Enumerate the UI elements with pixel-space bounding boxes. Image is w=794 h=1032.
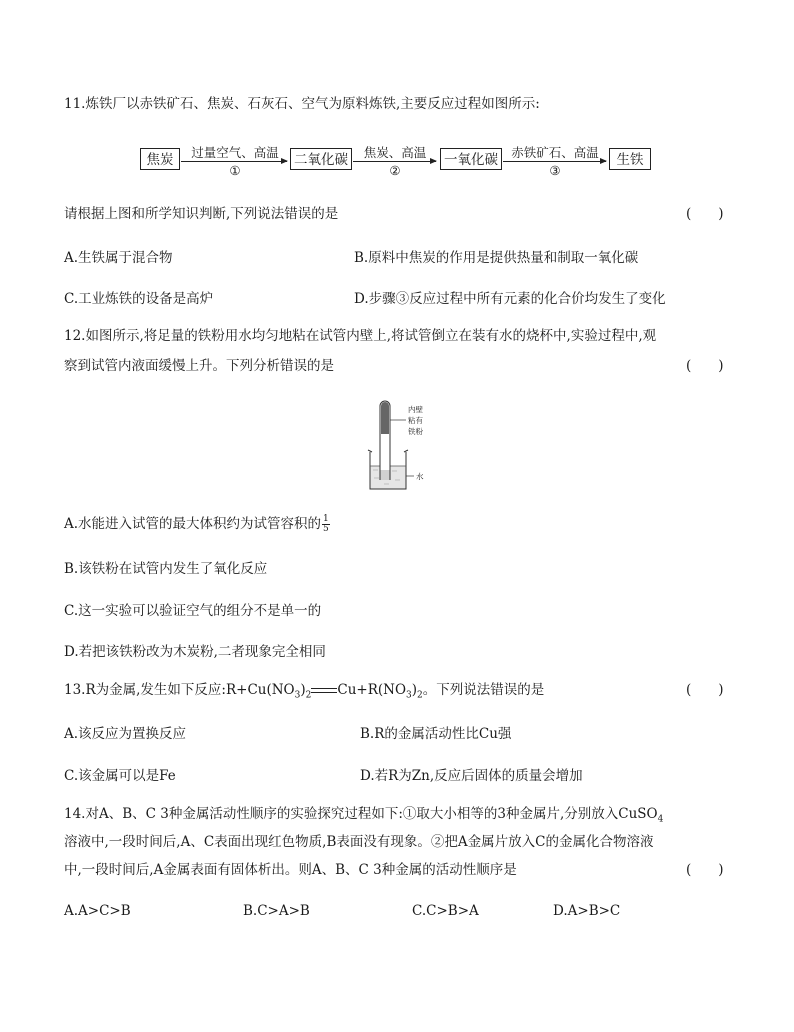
q13-stem-start: 13.R为金属,发生如下反应:R+Cu(NO [64, 682, 295, 698]
q14-stem-line1-text: 14.对A、B、C 3种金属活动性顺序的实验探究过程如下:①取大小相等的3种金属片,分别放入CuSO [64, 806, 658, 822]
subscript: 4 [657, 814, 664, 825]
q13-option-a: A.该反应为置换反应 [64, 726, 187, 742]
paren: ) [411, 682, 418, 698]
q13-option-d: D.若R为Zn,反应后固体的质量会增加 [360, 768, 583, 784]
subscript: 3 [406, 690, 412, 701]
flow-node-co2: 二氧化碳 [290, 148, 352, 170]
q11-option-b: B.原料中焦炭的作用是提供热量和制取一氧化碳 [354, 250, 639, 266]
flow-arrow-2 [353, 161, 436, 162]
figure-label-inner-wall: 内壁 [408, 405, 423, 414]
q14-stem-line2: 溶液中,一段时间后,A、C表面出现红色物质,B表面没有现象。②把A金属片放入C的金属化合物溶液 [64, 834, 654, 850]
q11-stem: 11.炼铁厂以赤铁矿石、焦炭、石灰石、空气为原料炼铁,主要反应过程如图所示: [64, 96, 540, 112]
subscript: 2 [305, 690, 312, 701]
q14-answer-bracket: ( ) [686, 862, 724, 878]
q14-stem-line1 [64, 804, 663, 830]
q13-option-b: B.R的金属活动性比Cu强 [360, 726, 512, 742]
fraction-denominator: 5 [323, 524, 329, 534]
q11-option-d: D.步骤③反应过程中所有元素的化合价均发生了变化 [354, 291, 666, 307]
flow-step-3: ③ [549, 163, 561, 178]
q12-answer-bracket: ( ) [686, 358, 724, 374]
q12-option-c: C.这一实验可以验证空气的组分不是单一的 [64, 603, 322, 619]
flow-node-coke: 焦炭 [140, 148, 180, 170]
paren: ) [300, 682, 306, 698]
q14-stem-line3: 中,一段时间后,A金属表面有固体析出。则A、B、C 3种金属的活动性顺序是 [64, 862, 517, 878]
flow-condition-1: 过量空气、高温 [191, 145, 279, 160]
q14-option-b: B.C>A>B [243, 903, 310, 919]
subscript: 3 [294, 690, 301, 701]
q14-option-c: C.C>B>A [412, 903, 479, 919]
flow-node-pig-iron: 生铁 [609, 148, 651, 170]
fraction-one-fifth [322, 515, 330, 534]
fraction-numerator: 1 [323, 514, 329, 524]
q12-option-a-text: A.水能进入试管的最大体积约为试管容积的 [64, 516, 322, 532]
flow-arrow-3 [503, 161, 606, 162]
figure-label-water: 水 [416, 472, 424, 481]
equation-equals-sign [311, 688, 337, 694]
q14-option-d: D.A>B>C [553, 903, 621, 919]
test-tube-icon [380, 401, 390, 480]
figure-label-coated: 粘有 [408, 416, 423, 425]
q13-products: Cu+R(NO [337, 682, 407, 698]
q13-stem [64, 680, 544, 706]
q12-stem-line1: 12.如图所示,将足量的铁粉用水均匀地粘在试管内壁上,将试管倒立在装有水的烧杯中,实验过程中,观 [64, 328, 657, 344]
test-tube-experiment-figure [360, 396, 450, 496]
flow-node-co: 一氧化碳 [440, 148, 502, 170]
subscript: 2 [417, 690, 423, 701]
q13-answer-bracket: ( ) [686, 682, 724, 698]
figure-label-iron-powder: 铁粉 [408, 427, 423, 436]
q12-option-d: D.若把该铁粉改为木炭粉,二者现象完全相同 [64, 644, 326, 660]
q11-option-c: C.工业炼铁的设备是高炉 [64, 291, 214, 307]
q11-answer-bracket: ( ) [686, 206, 724, 222]
flow-arrow-1 [181, 161, 287, 162]
q11-question: 请根据上图和所学知识判断,下列说法错误的是 [64, 206, 339, 222]
flow-step-1: ① [229, 163, 241, 178]
q14-option-a: A.A>C>B [64, 903, 131, 919]
flow-condition-3: 赤铁矿石、高温 [511, 145, 599, 160]
q13-stem-tail: 。下列说法错误的是 [422, 682, 545, 698]
q11-option-a: A.生铁属于混合物 [64, 250, 173, 266]
q12-stem-line2: 察到试管内液面缓慢上升。下列分析错误的是 [64, 358, 334, 374]
q13-option-c: C.该金属可以是Fe [64, 768, 176, 784]
q12-option-a [64, 512, 330, 534]
q12-option-b: B.该铁粉在试管内发生了氧化反应 [64, 561, 268, 577]
flow-step-2: ② [389, 163, 401, 178]
flow-condition-2: 焦炭、高温 [363, 145, 427, 160]
